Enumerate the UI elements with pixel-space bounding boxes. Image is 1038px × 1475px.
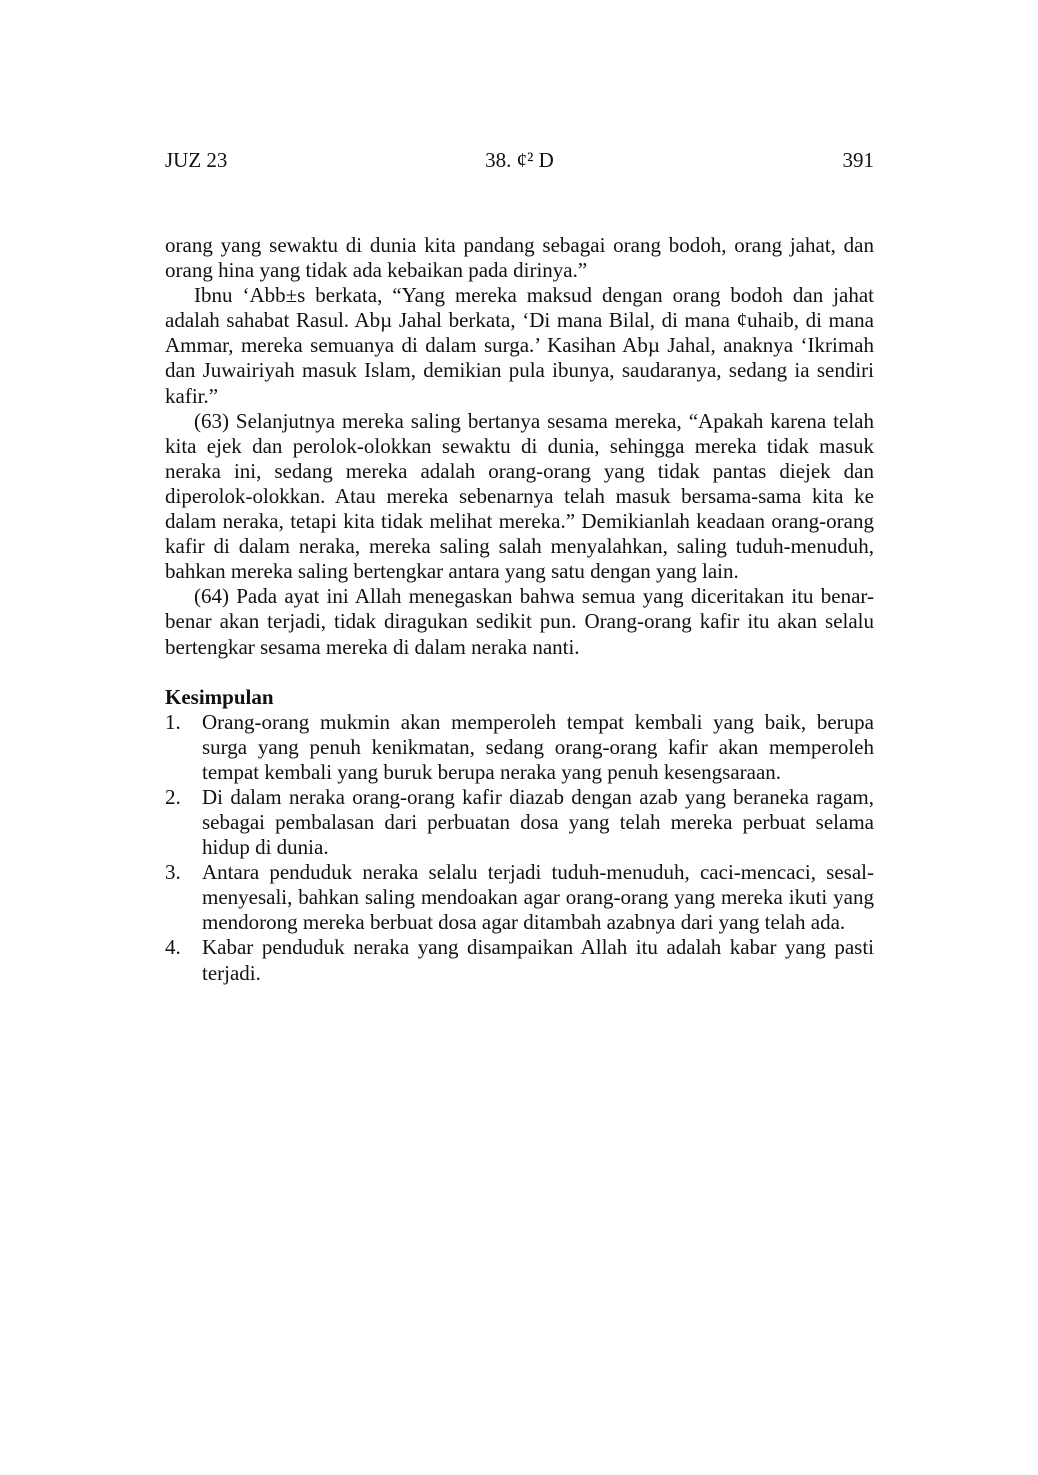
section-heading: Kesimpulan bbox=[165, 684, 274, 709]
page-body bbox=[165, 233, 874, 986]
paragraph: (64) Pada ayat ini Allah menegaskan bahwa semua yang diceritakan itu benar-benar akan terjadi, tidak diragukan sedikit pun. Orang-orang kafir itu akan selalu bertengkar sesama mereka di dalam neraka nanti. bbox=[165, 584, 874, 659]
list-item-text: Orang-orang mukmin akan memperoleh tempat kembali yang baik, berupa surga yang penuh kenikmatan, sedang orang-orang kafir akan memperoleh tempat kembali yang buruk berupa neraka yang penuh kesengsaraan. bbox=[202, 709, 874, 784]
list-item-text: Di dalam neraka orang-orang kafir diazab dengan azab yang beraneka ragam, sebagai pembalasan dari perbuatan dosa yang telah mereka perbuat selama hidup di dunia. bbox=[202, 784, 874, 860]
list-item bbox=[165, 860, 874, 935]
conclusion-list bbox=[165, 710, 874, 986]
list-number: 2. bbox=[165, 784, 181, 809]
list-number: 3. bbox=[165, 860, 181, 885]
paragraph: (63) Selanjutnya mereka saling bertanya sesama mereka, “Apakah karena telah kita ejek dan perolok-olokkan sewaktu di dunia, sehingga mereka tidak masuk neraka ini, sedang mereka adalah orang-orang yang tidak pantas diejek dan diperolok-olokkan. Atau mereka sebenarnya telah masuk bersama-sama kita ke dalam neraka, tetapi kita tidak melihat mereka.” Demikianlah keadaan orang-orang kafir di dalam neraka, mereka saling salah menyalahkan, saling tuduh-menuduh, bahkan mereka saling bertengkar antara yang satu dengan yang lain. bbox=[165, 408, 874, 584]
list-item-text: Antara penduduk neraka selalu terjadi tuduh-menuduh, caci-mencaci, sesal-menyesali, bahkan saling mendoakan agar orang-orang yang mereka ikuti yang mendorong mereka berbuat dosa agar ditambah azabnya dari yang telah ada. bbox=[202, 860, 874, 935]
page-header bbox=[165, 146, 874, 174]
paragraph: orang yang sewaktu di dunia kita pandang sebagai orang bodoh, orang jahat, dan orang hina yang tidak ada kebaikan pada dirinya.” bbox=[165, 233, 874, 283]
list-item-text: Kabar penduduk neraka yang disampaikan Allah itu adalah kabar yang pasti terjadi. bbox=[202, 935, 874, 985]
list-number: 1. bbox=[165, 709, 181, 734]
list-item bbox=[165, 710, 874, 785]
list-number: 4. bbox=[165, 935, 181, 960]
paragraph: Ibnu ‘Abb±s berkata, “Yang mereka maksud dengan orang bodoh dan jahat adalah sahabat Rasul. Abµ Jahal berkata, ‘Di mana Bilal, di mana ¢uhaib, di mana Ammar, mereka semuanya di dalam surga.’ Kasihan Abµ Jahal, anaknya ‘Ikrimah dan Juwairiyah masuk Islam, demikian pula ibunya, saudaranya, sedang ia sendiri kafir.” bbox=[165, 283, 874, 408]
surah-title: 38. ¢² D bbox=[485, 148, 554, 172]
list-item bbox=[165, 785, 874, 860]
page-number: 391 bbox=[842, 148, 874, 172]
list-item bbox=[165, 935, 874, 985]
juz-label: JUZ 23 bbox=[165, 148, 228, 172]
